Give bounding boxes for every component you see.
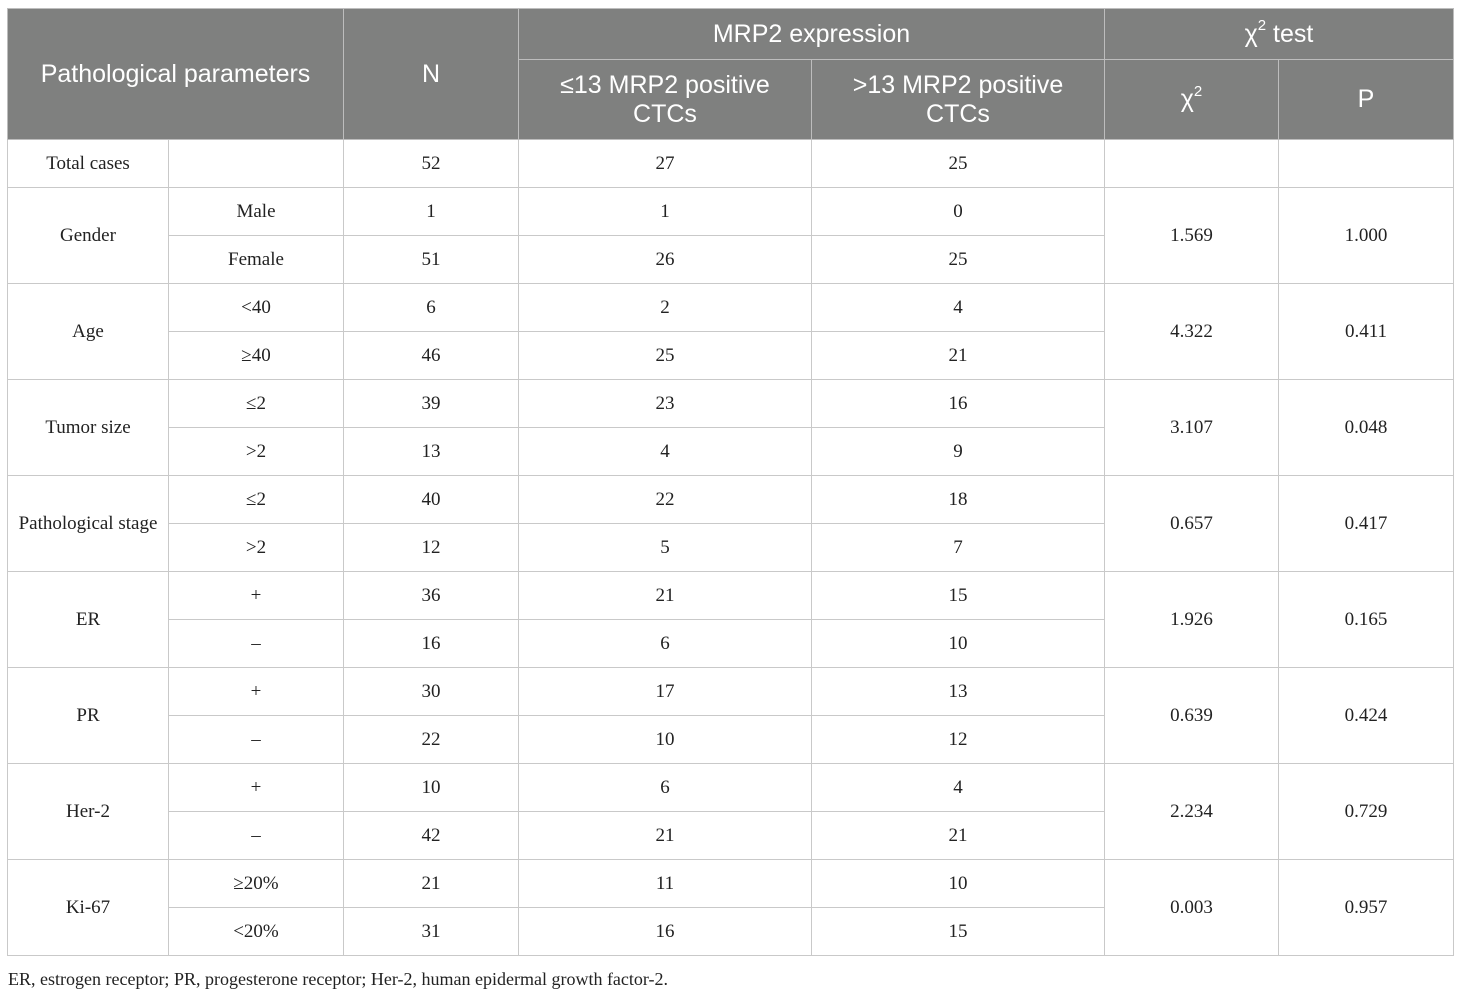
cell-chi-square: 0.657 (1105, 476, 1279, 572)
table-row (8, 860, 1454, 908)
cell-high-mrp2: 7 (812, 524, 1105, 572)
cell-p-value: 0.165 (1279, 572, 1454, 668)
cell-high-mrp2: 15 (812, 572, 1105, 620)
cell-p-value: 1.000 (1279, 188, 1454, 284)
group-label: Tumor size (8, 380, 169, 476)
group-label: Pathological stage (8, 476, 169, 572)
cell-n: 46 (344, 332, 519, 380)
cell-low-mrp2: 25 (519, 332, 812, 380)
table-row (8, 284, 1454, 332)
cell-low-mrp2: 5 (519, 524, 812, 572)
header-mrp2-expression: MRP2 expression (519, 9, 1105, 60)
chi-superscript: 2 (1257, 17, 1267, 35)
cell-n: 10 (344, 764, 519, 812)
cell-n: 22 (344, 716, 519, 764)
cell-chi-square: 3.107 (1105, 380, 1279, 476)
cell-low-mrp2: 23 (519, 380, 812, 428)
total-chi (1105, 140, 1279, 188)
cell-high-mrp2: 18 (812, 476, 1105, 524)
subgroup-label: – (169, 812, 344, 860)
cell-high-mrp2: 21 (812, 332, 1105, 380)
cell-low-mrp2: 17 (519, 668, 812, 716)
cell-high-mrp2: 4 (812, 284, 1105, 332)
subgroup-label: ≤2 (169, 476, 344, 524)
total-low: 27 (519, 140, 812, 188)
subgroup-label: >2 (169, 428, 344, 476)
cell-high-mrp2: 12 (812, 716, 1105, 764)
cell-chi-square: 4.322 (1105, 284, 1279, 380)
cell-n: 51 (344, 236, 519, 284)
cell-high-mrp2: 0 (812, 188, 1105, 236)
chi-symbol: χ (1244, 19, 1258, 48)
subgroup-label: + (169, 668, 344, 716)
header-chi-square-test (1105, 9, 1454, 60)
cell-low-mrp2: 16 (519, 908, 812, 956)
cell-high-mrp2: 10 (812, 620, 1105, 668)
cell-low-mrp2: 11 (519, 860, 812, 908)
cell-high-mrp2: 13 (812, 668, 1105, 716)
cell-n: 13 (344, 428, 519, 476)
group-label: Age (8, 284, 169, 380)
cell-p-value: 0.729 (1279, 764, 1454, 860)
subgroup-label: <40 (169, 284, 344, 332)
cell-chi-square: 0.003 (1105, 860, 1279, 956)
chi-test-text: test (1266, 19, 1314, 48)
cell-n: 16 (344, 620, 519, 668)
table-body (8, 140, 1454, 956)
chi-col-superscript: 2 (1193, 82, 1203, 100)
cell-low-mrp2: 21 (519, 812, 812, 860)
header-chi (1105, 60, 1279, 140)
cell-n: 36 (344, 572, 519, 620)
data-table (7, 8, 1454, 956)
group-label: Her-2 (8, 764, 169, 860)
cell-n: 30 (344, 668, 519, 716)
cell-low-mrp2: 4 (519, 428, 812, 476)
cell-n: 42 (344, 812, 519, 860)
cell-high-mrp2: 25 (812, 236, 1105, 284)
header-n: N (344, 9, 519, 140)
table-row-total (8, 140, 1454, 188)
subgroup-label: >2 (169, 524, 344, 572)
group-label: PR (8, 668, 169, 764)
table-row (8, 476, 1454, 524)
cell-high-mrp2: 15 (812, 908, 1105, 956)
subgroup-label: – (169, 716, 344, 764)
total-p (1279, 140, 1454, 188)
subgroup-label: ≥20% (169, 860, 344, 908)
cell-low-mrp2: 21 (519, 572, 812, 620)
cell-p-value: 0.417 (1279, 476, 1454, 572)
cell-high-mrp2: 16 (812, 380, 1105, 428)
header-p: P (1279, 60, 1454, 140)
subgroup-label: + (169, 572, 344, 620)
cell-n: 39 (344, 380, 519, 428)
footnote: ER, estrogen receptor; PR, progesterone receptor; Her-2, human epidermal growth factor-2. (8, 969, 669, 989)
cell-n: 6 (344, 284, 519, 332)
cell-low-mrp2: 2 (519, 284, 812, 332)
subgroup-label: <20% (169, 908, 344, 956)
cell-p-value: 0.957 (1279, 860, 1454, 956)
cell-n: 40 (344, 476, 519, 524)
group-label: Gender (8, 188, 169, 284)
cell-high-mrp2: 21 (812, 812, 1105, 860)
cell-chi-square: 0.639 (1105, 668, 1279, 764)
header-low-mrp2: ≤13 MRP2 positive CTCs (519, 60, 812, 140)
cell-low-mrp2: 10 (519, 716, 812, 764)
cell-n: 31 (344, 908, 519, 956)
table-row (8, 572, 1454, 620)
cell-p-value: 0.411 (1279, 284, 1454, 380)
cell-p-value: 0.424 (1279, 668, 1454, 764)
table-row (8, 380, 1454, 428)
subgroup-label: – (169, 620, 344, 668)
subgroup-label: + (169, 764, 344, 812)
subgroup-label: ≥40 (169, 332, 344, 380)
cell-n: 12 (344, 524, 519, 572)
group-label: ER (8, 572, 169, 668)
subgroup-label: Female (169, 236, 344, 284)
header-high-mrp2: >13 MRP2 positive CTCs (812, 60, 1105, 140)
group-label: Ki-67 (8, 860, 169, 956)
cell-chi-square: 2.234 (1105, 764, 1279, 860)
cell-low-mrp2: 1 (519, 188, 812, 236)
total-high: 25 (812, 140, 1105, 188)
cell-high-mrp2: 10 (812, 860, 1105, 908)
cell-chi-square: 1.569 (1105, 188, 1279, 284)
cell-p-value: 0.048 (1279, 380, 1454, 476)
total-sub (169, 140, 344, 188)
table-row (8, 668, 1454, 716)
cell-low-mrp2: 6 (519, 764, 812, 812)
subgroup-label: ≤2 (169, 380, 344, 428)
cell-chi-square: 1.926 (1105, 572, 1279, 668)
cell-low-mrp2: 22 (519, 476, 812, 524)
cell-low-mrp2: 26 (519, 236, 812, 284)
subgroup-label: Male (169, 188, 344, 236)
table-header (8, 9, 1454, 140)
total-label: Total cases (8, 140, 169, 188)
cell-high-mrp2: 4 (812, 764, 1105, 812)
total-n: 52 (344, 140, 519, 188)
cell-n: 21 (344, 860, 519, 908)
chi-col-symbol: χ (1180, 85, 1194, 113)
cell-n: 1 (344, 188, 519, 236)
table-row (8, 188, 1454, 236)
table-row (8, 764, 1454, 812)
cell-low-mrp2: 6 (519, 620, 812, 668)
header-pathological-parameters: Pathological parameters (8, 9, 344, 140)
cell-high-mrp2: 9 (812, 428, 1105, 476)
